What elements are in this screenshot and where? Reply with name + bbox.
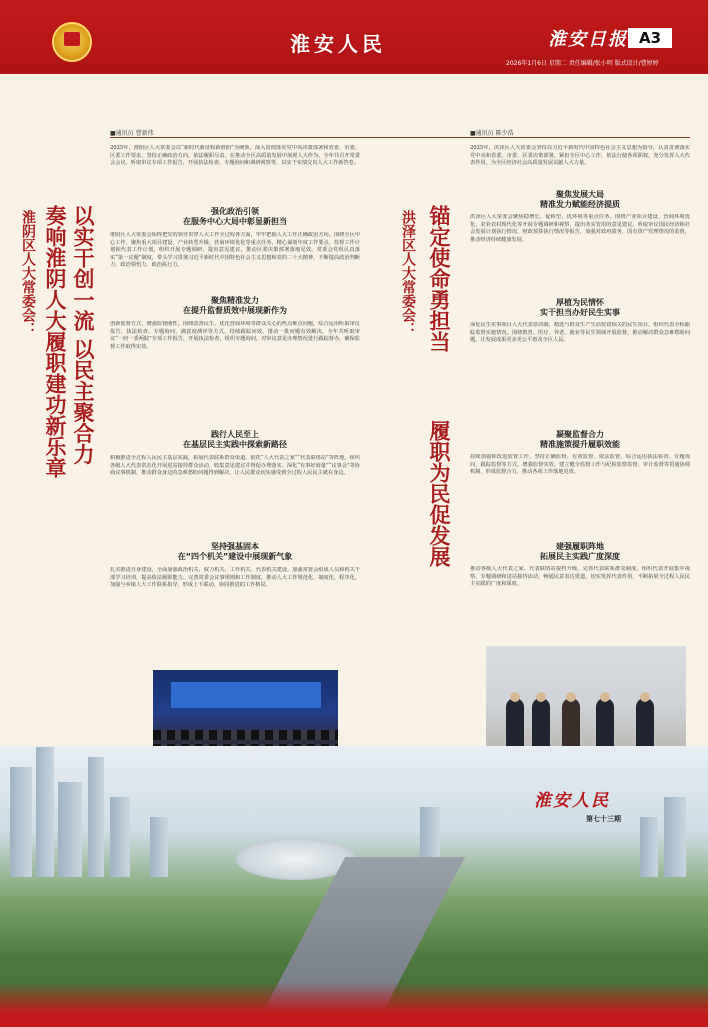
right-section-4-title: 建强履职阵地 拓展民主实践广度深度 (540, 542, 620, 562)
left-title-line2: 以实干创一流 以民主聚合力 (71, 205, 97, 465)
left-section-1-title: 强化政治引领 在服务中心大局中彰显新担当 (183, 207, 287, 227)
footer-stamp: 淮安人民 (534, 791, 610, 811)
left-title-prefix: 淮阴区人大常委会： (20, 210, 36, 336)
issue-number: 第七十三期 (586, 815, 621, 823)
red-flag-band (0, 982, 708, 1027)
left-intro: 2025年，淮阴区人大常委会以“新时代新征程新淮阴”为统领，深入贯彻落实党中央决策部署和省委、市委、区委工作要求，坚持正确政治方向，依法履职尽责，在推动全区高质量发展中展现人大作为。全年共召开常委会会议，听取审议专项工作报告，开展执法检查、专题询问和调研视察等，以实干实绩交出人大工作新答卷。 (110, 145, 360, 167)
right-section-1-text: 洪泽区人大常委会聚焦稳增长、促转型、优环境等重点任务，围绕产业项目建设、营商环境优化、农业农村现代化等开展专题调研和视察，提出务实管用的意见建议。听取审议国民经济和社会发展计划执行情况、财政预算执行情况等报告，加强对政府债务、国有资产管理情况的监督，推动经济持续健康发展。 (470, 214, 690, 243)
right-title-line2: 履职为民促发展 (427, 420, 453, 567)
left-section-4-title: 坚持强基固本 在“四个机关”建设中展现新气象 (177, 542, 293, 562)
section-name: 淮安人民 (290, 32, 386, 56)
left-rule (110, 137, 470, 138)
right-section-1-title: 聚焦发展大局 精准发力赋能经济提质 (540, 190, 620, 210)
right-byline: ■通讯员 陈少浩 (470, 130, 514, 137)
left-section-1-text: 淮阴区人大常委会始终把党的领导贯穿人大工作全过程各方面，牢牢把握人大工作正确政治方向。围绕全区中心工作，聚焦重大项目建设、产业转型升级、营商环境优化等重点任务，精心谋划年度工作要点、监督工作计划和代表工作计划，组织开展专题调研，提出意见建议，推动区委决策部署落地见效。常委会党组认真落实“第一议题”制度，带头学习贯彻习近平新时代中国特色社会主义思想和党的二十大精神，不断提高政治判断力、政治领悟力、政治执行力。 (110, 232, 360, 269)
national-emblem-icon (52, 22, 92, 62)
right-section-3-title: 凝聚监督合力 精准施策提升履职效能 (540, 430, 620, 450)
left-section-4-text: 扎实推进自身建设，全面加强政治机关、权力机关、工作机关、代表机关建设。加强常委会组成人员和机关干部学习培训，提高依法履职能力。完善常委会议事规则和工作制度，推动人大工作规范化、制度化、程序化。加强与乡镇人大工作联系指导，形成上下联动、协同推进的工作格局。 (110, 567, 360, 589)
left-section-3-title: 践行人民至上 在基层民主实践中探索新路径 (183, 430, 287, 450)
right-intro: 2025年，洪泽区人大常委会坚持以习近平新时代中国特色社会主义思想为指导，认真贯彻落实党中央和省委、市委、区委决策部署，紧扣全区中心工作，依法行使各项职权，充分发挥人大代表作用，为全区经济社会高质量发展贡献人大力量。 (470, 145, 690, 167)
left-section-3-text: 积极推进全过程人民民主基层实践，拓展代表联系群众渠道。依托“人大代表之家”“代表联络站”等阵地，组织各级人大代表常态化开展进站接待群众活动，收集意见建议并督促办理落实。深化“有事好商量”“议事会”等协商议事机制，推动群众身边的急难愁盼问题得到解决，让人民群众切实感受到全过程人民民主就在身边。 (110, 455, 360, 477)
left-byline: ■通讯员 曹新伟 (110, 130, 154, 137)
right-title-line1: 锚定使命勇担当 (427, 205, 453, 352)
page-header (0, 0, 708, 74)
right-event-photo (486, 646, 686, 760)
right-rule (470, 137, 690, 138)
left-section-2-text: 创新监督方式，增强监督刚性。围绕改善民生、优化营商环境等群众关心的热点难点问题，综合运用听取审议报告、执法检查、专题询问、满意度测评等方式，持续跟踪问效，推动一批问题有效解决。全年共听取审议“一府一委两院”专项工作报告，开展执法检查，组织专题询问，对审议意见办理情况进行跟踪督办，确保监督工作取得实效。 (110, 321, 360, 350)
right-section-2-title: 厚植为民情怀 实干担当办好民生实事 (540, 298, 620, 318)
left-section-2-title: 聚焦精准发力 在提升监督质效中展现新作为 (183, 296, 287, 316)
right-section-2-text: 深化民生实事项目人大代表票决制，精选与群众生产生活密切相关的民生项目，组织代表全程跟踪监督实施情况。围绕教育、医疗、养老、就业等民生领域开展监督，推动解决群众急难愁盼问题，让发展成果更多更公平惠及全区人民。 (470, 322, 690, 344)
date-line: 2026年1月6日 星期二 责任编辑/张小明 版式设计/曹婷婷 (506, 60, 659, 67)
right-section-3-text: 持续加强和改进监督工作，坚持正确监督、有效监督、依法监督。综合运用执法检查、专题询问、跟踪监督等方式，增强监督实效。建立健全监督工作与纪检监察监督、审计监督等贯通协调机制，形成监督合力，推动各项工作落地见效。 (470, 454, 690, 476)
right-title-prefix: 洪泽区人大常委会： (400, 210, 416, 336)
page-number: A3 (628, 28, 672, 48)
right-section-4-text: 推动各级人大代表之家、代表联络站提档升级，完善代表联系群众制度。组织代表开展集中视察、专题调研和进站接待活动，畅通民意表达渠道，切实发挥代表作用，不断拓展全过程人民民主实践的广度和深度。 (470, 566, 690, 588)
left-title-line1: 奏响淮阴人大履职建功新乐章 (43, 205, 69, 478)
masthead-logo: 淮安日报 (548, 29, 628, 50)
